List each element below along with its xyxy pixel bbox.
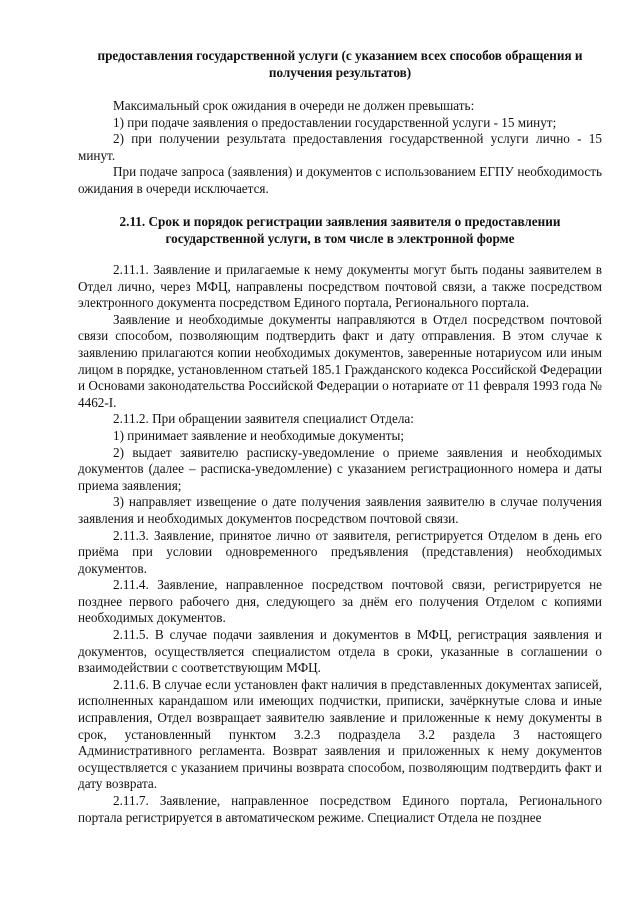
intro-paragraph-2: 1) при подаче заявления о предоставлении государственной услуги - 15 минут; (113, 114, 557, 130)
intro-section (78, 98, 602, 198)
paragraph-2-11-3: 2.11.3. Заявление, принятое лично от заявителя, регистрируется Отделом в день его приёма при условии одновременного предъявления (представления) необходимых документов. (78, 527, 602, 576)
list-item-2: 2) выдает заявителю расписку-уведомление о приеме заявления и необходимых документов (далее – расписка-уведомление) с указанием регистрационного номера и даты приема заявления; (78, 444, 602, 493)
paragraph-2-11-4: 2.11.4. Заявление, направленное посредством почтовой связи, регистрируется не позднее первого рабочего дня, следующего за днём его получения Отделом с копиями необходимых документов. (78, 577, 602, 626)
paragraph-2-11-6: 2.11.6. В случае если установлен факт наличия в представленных документах записей, исполненных карандашом или имеющих подчистки, приписки, зачёркнутые слова и иные исправления, Отдел возвращает заявителю заявление и приложенные к нему документы в срок, установленный пунктом 3.2.3 подраздела 3.2 раздела 3 настоящего Административного регламента. Возврат заявления и приложенных к нему документов осуществляется с указанием причины возврата способом, позволяющим подтвердить факт и дату возврата. (78, 676, 602, 792)
paragraph-2-11-2: 2.11.2. При обращении заявителя специалист Отдела: (113, 411, 414, 427)
list-item-3: 3) направляет извещение о дате получения заявления заявителю в случае получения заявления и необходимых документов посредством почтовой связи. (78, 494, 602, 526)
section-body (78, 262, 602, 826)
paragraph-2-11-1: 2.11.1. Заявление и прилагаемые к нему документы могут быть поданы заявителем в Отдел лично, через МФЦ, направлены посредством почтовой связи, а также посредством электронного документа посредством Единого портала, Регионального портала. (78, 262, 602, 311)
intro-heading: предоставления государственной услуги (с указанием всех способов обращения и получения результатов) (97, 48, 583, 80)
intro-paragraph-4: При подаче запроса (заявления) и документов с использованием ЕГПУ необходимость ожидания в очереди исключается. (78, 164, 602, 196)
intro-paragraph-1: Максимальный срок ожидания в очереди не должен превышать: (113, 98, 475, 113)
paragraph-postal: Заявление и необходимые документы направляются в Отдел посредством почтовой связи способом, позволяющим подтвердить факт и дату отправления. В этом случае к заявлению прилагаются копии необходимых документов, заверенные нотариусом или иным лицом в порядке, установленном статьей 185.1 Гражданского кодекса Российской Федерации и Основами законодательства Российской Федерации о нотариате от 11 февраля 1993 года № 4462-I. (78, 311, 602, 410)
section-heading: 2.11. Срок и порядок регистрации заявления заявителя о предоставлении государственной услуги, в том числе в электронной форме (119, 214, 561, 246)
paragraph-2-11-5: 2.11.5. В случае подачи заявления и документов в МФЦ, регистрация заявления и документов, осуществляется специалистом отдела в сроки, указанные в соглашении о взаимодействии с соответствующим МФЦ. (78, 627, 602, 676)
list-item-1: 1) принимает заявление и необходимые документы; (113, 427, 404, 443)
intro-paragraph-3: 2) при получении результата предоставления государственной услуги лично - 15 минут. (78, 131, 602, 163)
paragraph-2-11-7: 2.11.7. Заявление, направленное посредством Единого портала, Регионального портала регистрируется в автоматическом режиме. Специалист Отдела не позднее (78, 793, 602, 825)
